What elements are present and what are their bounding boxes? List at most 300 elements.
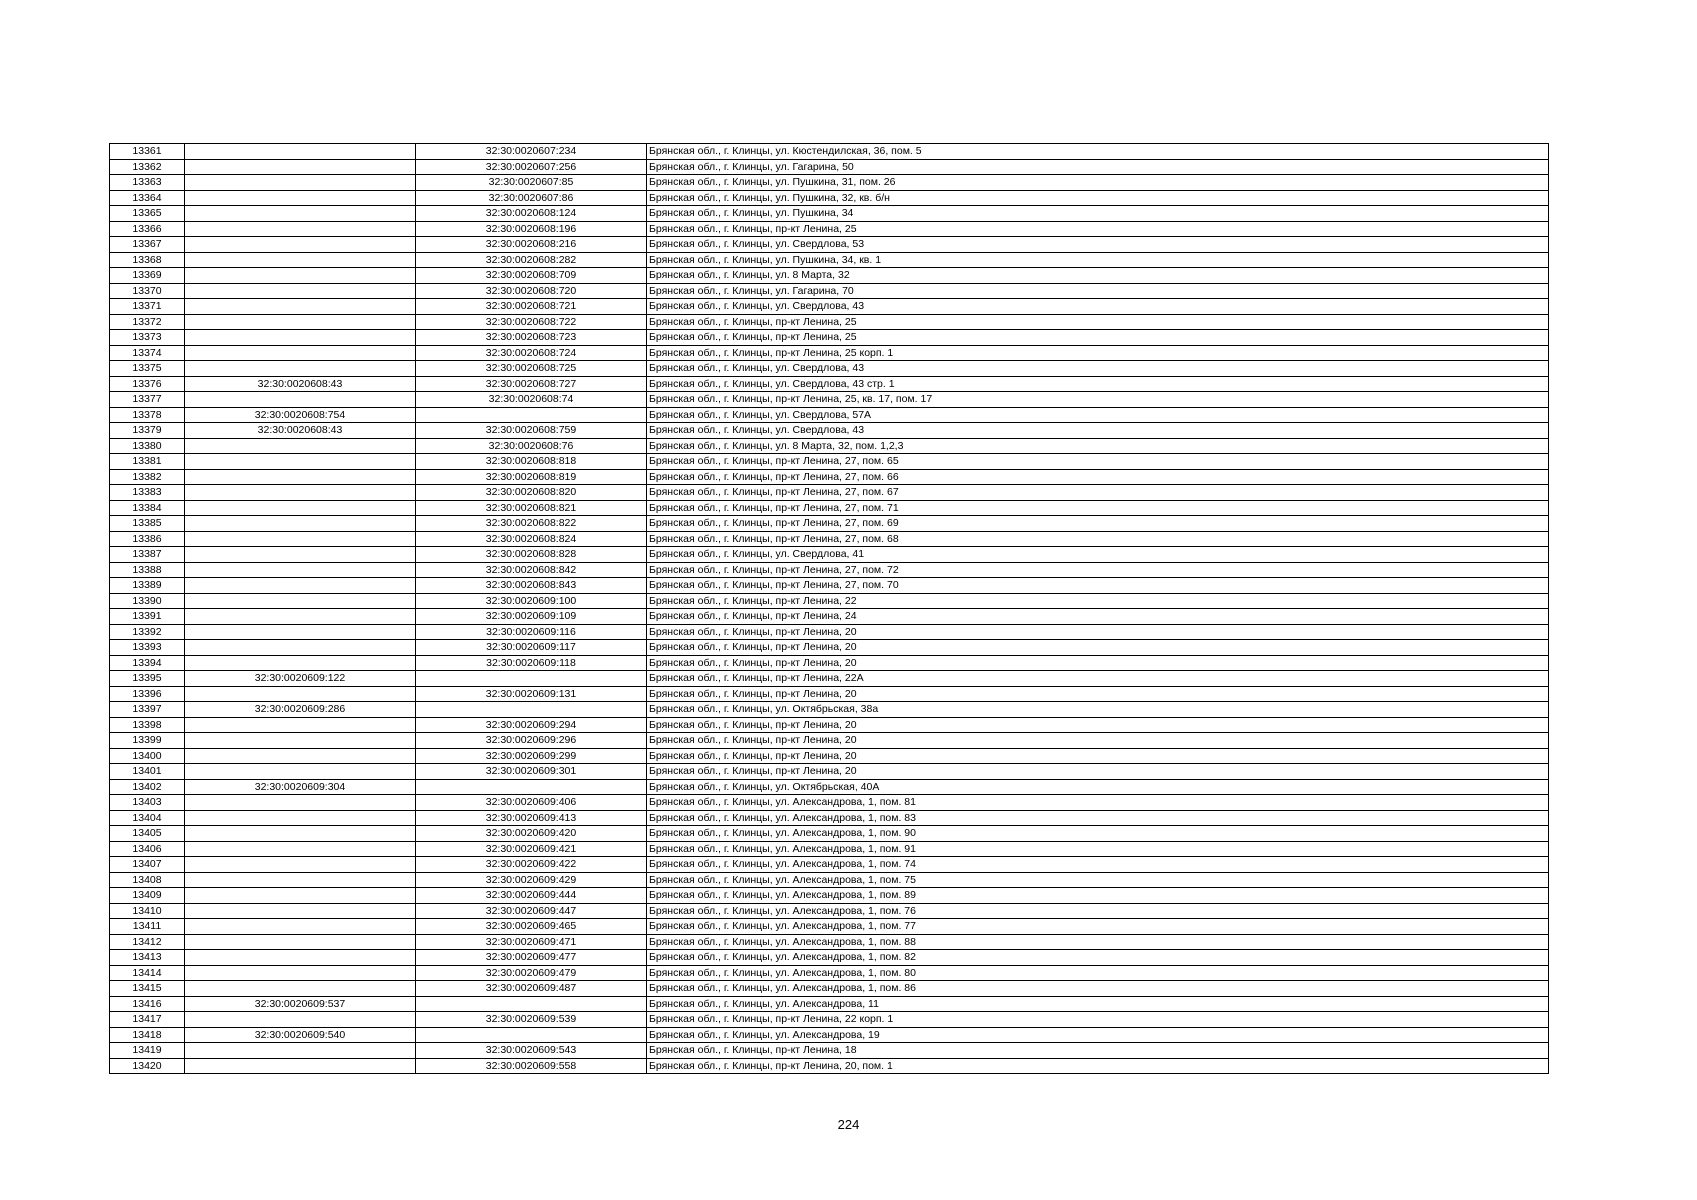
cadastral-number-cell: 32:30:0020607:234 (416, 144, 647, 160)
row-number-cell: 13386 (110, 531, 185, 547)
address-cell: Брянская обл., г. Клинцы, пр-кт Ленина, 22А (647, 671, 1549, 687)
row-number-cell: 13399 (110, 733, 185, 749)
row-number-cell: 13404 (110, 810, 185, 826)
address-cell: Брянская обл., г. Клинцы, ул. Кюстендилская, 36, пом. 5 (647, 144, 1549, 160)
parent-cadastral-cell (185, 686, 416, 702)
address-cell: Брянская обл., г. Клинцы, ул. Александрова, 1, пом. 80 (647, 965, 1549, 981)
cadastral-number-cell: 32:30:0020609:109 (416, 609, 647, 625)
row-number-cell: 13407 (110, 857, 185, 873)
table-row (110, 841, 1549, 857)
row-number-cell: 13392 (110, 624, 185, 640)
parent-cadastral-cell: 32:30:0020608:43 (185, 423, 416, 439)
row-number-cell: 13405 (110, 826, 185, 842)
cadastral-number-cell: 32:30:0020608:722 (416, 314, 647, 330)
parent-cadastral-cell (185, 1043, 416, 1059)
row-number-cell: 13388 (110, 562, 185, 578)
table-row (110, 190, 1549, 206)
cadastral-number-cell (416, 702, 647, 718)
address-cell: Брянская обл., г. Клинцы, ул. Александрова, 1, пом. 77 (647, 919, 1549, 935)
cadastral-number-cell: 32:30:0020609:558 (416, 1058, 647, 1074)
cadastral-number-cell: 32:30:0020609:420 (416, 826, 647, 842)
table-row (110, 934, 1549, 950)
row-number-cell: 13390 (110, 593, 185, 609)
cadastral-number-cell: 32:30:0020609:487 (416, 981, 647, 997)
parent-cadastral-cell: 32:30:0020609:286 (185, 702, 416, 718)
cadastral-number-cell: 32:30:0020609:447 (416, 903, 647, 919)
cadastral-number-cell: 32:30:0020608:818 (416, 454, 647, 470)
address-cell: Брянская обл., г. Клинцы, ул. Александрова, 1, пом. 75 (647, 872, 1549, 888)
row-number-cell: 13361 (110, 144, 185, 160)
parent-cadastral-cell (185, 314, 416, 330)
row-number-cell: 13394 (110, 655, 185, 671)
cadastral-number-cell (416, 407, 647, 423)
address-cell: Брянская обл., г. Клинцы, пр-кт Ленина, 20, пом. 1 (647, 1058, 1549, 1074)
row-number-cell: 13400 (110, 748, 185, 764)
address-cell: Брянская обл., г. Клинцы, ул. Александрова, 1, пом. 90 (647, 826, 1549, 842)
address-cell: Брянская обл., г. Клинцы, ул. Александрова, 1, пом. 83 (647, 810, 1549, 826)
row-number-cell: 13384 (110, 500, 185, 516)
address-cell: Брянская обл., г. Клинцы, ул. 8 Марта, 32 (647, 268, 1549, 284)
address-cell: Брянская обл., г. Клинцы, пр-кт Ленина, 27, пом. 65 (647, 454, 1549, 470)
row-number-cell: 13401 (110, 764, 185, 780)
parent-cadastral-cell (185, 330, 416, 346)
row-number-cell: 13419 (110, 1043, 185, 1059)
address-cell: Брянская обл., г. Клинцы, пр-кт Ленина, 27, пом. 66 (647, 469, 1549, 485)
table-row (110, 671, 1549, 687)
table-row (110, 1027, 1549, 1043)
address-cell: Брянская обл., г. Клинцы, пр-кт Ленина, 25 (647, 330, 1549, 346)
table-row (110, 624, 1549, 640)
table-row (110, 438, 1549, 454)
row-number-cell: 13418 (110, 1027, 185, 1043)
table-row (110, 516, 1549, 532)
cadastral-number-cell: 32:30:0020607:86 (416, 190, 647, 206)
parent-cadastral-cell (185, 733, 416, 749)
parent-cadastral-cell (185, 578, 416, 594)
row-number-cell: 13411 (110, 919, 185, 935)
parent-cadastral-cell (185, 547, 416, 563)
parent-cadastral-cell (185, 268, 416, 284)
cadastral-number-cell: 32:30:0020609:118 (416, 655, 647, 671)
cadastral-number-cell: 32:30:0020608:819 (416, 469, 647, 485)
row-number-cell: 13362 (110, 159, 185, 175)
parent-cadastral-cell (185, 159, 416, 175)
row-number-cell: 13416 (110, 996, 185, 1012)
address-cell: Брянская обл., г. Клинцы, ул. Октябрьская, 38а (647, 702, 1549, 718)
address-cell: Брянская обл., г. Клинцы, пр-кт Ленина, 27, пом. 67 (647, 485, 1549, 501)
row-number-cell: 13371 (110, 299, 185, 315)
address-cell: Брянская обл., г. Клинцы, пр-кт Ленина, 25 (647, 221, 1549, 237)
parent-cadastral-cell (185, 841, 416, 857)
parent-cadastral-cell (185, 919, 416, 935)
table-row (110, 996, 1549, 1012)
row-number-cell: 13402 (110, 779, 185, 795)
address-cell: Брянская обл., г. Клинцы, пр-кт Ленина, 25, кв. 17, пом. 17 (647, 392, 1549, 408)
address-cell: Брянская обл., г. Клинцы, пр-кт Ленина, 22 (647, 593, 1549, 609)
row-number-cell: 13378 (110, 407, 185, 423)
parent-cadastral-cell (185, 438, 416, 454)
table-row (110, 733, 1549, 749)
address-cell: Брянская обл., г. Клинцы, ул. Гагарина, 70 (647, 283, 1549, 299)
parent-cadastral-cell (185, 609, 416, 625)
cadastral-number-cell: 32:30:0020608:76 (416, 438, 647, 454)
table-row (110, 299, 1549, 315)
parent-cadastral-cell (185, 237, 416, 253)
parent-cadastral-cell (185, 795, 416, 811)
row-number-cell: 13391 (110, 609, 185, 625)
parent-cadastral-cell (185, 810, 416, 826)
row-number-cell: 13395 (110, 671, 185, 687)
registry-table-body (110, 144, 1549, 1074)
address-cell: Брянская обл., г. Клинцы, ул. Александрова, 1, пом. 74 (647, 857, 1549, 873)
address-cell: Брянская обл., г. Клинцы, пр-кт Ленина, 18 (647, 1043, 1549, 1059)
row-number-cell: 13410 (110, 903, 185, 919)
parent-cadastral-cell: 32:30:0020608:754 (185, 407, 416, 423)
parent-cadastral-cell (185, 640, 416, 656)
cadastral-number-cell: 32:30:0020609:296 (416, 733, 647, 749)
table-row (110, 500, 1549, 516)
parent-cadastral-cell (185, 175, 416, 191)
table-row (110, 268, 1549, 284)
parent-cadastral-cell: 32:30:0020609:304 (185, 779, 416, 795)
cadastral-number-cell: 32:30:0020608:124 (416, 206, 647, 222)
table-row (110, 578, 1549, 594)
parent-cadastral-cell (185, 655, 416, 671)
row-number-cell: 13379 (110, 423, 185, 439)
parent-cadastral-cell (185, 531, 416, 547)
table-row (110, 144, 1549, 160)
address-cell: Брянская обл., г. Клинцы, ул. Свердлова, 43 (647, 423, 1549, 439)
table-row (110, 826, 1549, 842)
parent-cadastral-cell (185, 903, 416, 919)
row-number-cell: 13369 (110, 268, 185, 284)
row-number-cell: 13381 (110, 454, 185, 470)
row-number-cell: 13409 (110, 888, 185, 904)
parent-cadastral-cell (185, 950, 416, 966)
parent-cadastral-cell (185, 888, 416, 904)
address-cell: Брянская обл., г. Клинцы, ул. Свердлова, 57А (647, 407, 1549, 423)
address-cell: Брянская обл., г. Клинцы, пр-кт Ленина, 24 (647, 609, 1549, 625)
cadastral-number-cell: 32:30:0020609:100 (416, 593, 647, 609)
parent-cadastral-cell: 32:30:0020609:537 (185, 996, 416, 1012)
cadastral-number-cell: 32:30:0020609:294 (416, 717, 647, 733)
cadastral-number-cell: 32:30:0020608:724 (416, 345, 647, 361)
cadastral-number-cell: 32:30:0020608:727 (416, 376, 647, 392)
table-row (110, 252, 1549, 268)
address-cell: Брянская обл., г. Клинцы, пр-кт Ленина, 20 (647, 717, 1549, 733)
cadastral-number-cell: 32:30:0020608:843 (416, 578, 647, 594)
cadastral-number-cell: 32:30:0020608:709 (416, 268, 647, 284)
table-row (110, 950, 1549, 966)
address-cell: Брянская обл., г. Клинцы, ул. Александрова, 19 (647, 1027, 1549, 1043)
table-row (110, 376, 1549, 392)
row-number-cell: 13368 (110, 252, 185, 268)
parent-cadastral-cell (185, 221, 416, 237)
parent-cadastral-cell (185, 826, 416, 842)
table-row (110, 159, 1549, 175)
cadastral-number-cell: 32:30:0020609:539 (416, 1012, 647, 1028)
cadastral-number-cell: 32:30:0020609:477 (416, 950, 647, 966)
address-cell: Брянская обл., г. Клинцы, ул. Пушкина, 32, кв. б/н (647, 190, 1549, 206)
address-cell: Брянская обл., г. Клинцы, пр-кт Ленина, 25 корп. 1 (647, 345, 1549, 361)
cadastral-number-cell: 32:30:0020609:421 (416, 841, 647, 857)
row-number-cell: 13380 (110, 438, 185, 454)
address-cell: Брянская обл., г. Клинцы, ул. Александрова, 1, пом. 82 (647, 950, 1549, 966)
address-cell: Брянская обл., г. Клинцы, пр-кт Ленина, 27, пом. 70 (647, 578, 1549, 594)
table-row (110, 547, 1549, 563)
table-row (110, 1012, 1549, 1028)
cadastral-number-cell: 32:30:0020608:723 (416, 330, 647, 346)
table-row (110, 717, 1549, 733)
address-cell: Брянская обл., г. Клинцы, ул. Пушкина, 31, пом. 26 (647, 175, 1549, 191)
cadastral-number-cell: 32:30:0020609:444 (416, 888, 647, 904)
parent-cadastral-cell (185, 593, 416, 609)
cadastral-number-cell: 32:30:0020609:471 (416, 934, 647, 950)
row-number-cell: 13385 (110, 516, 185, 532)
cadastral-number-cell: 32:30:0020607:85 (416, 175, 647, 191)
table-row (110, 221, 1549, 237)
table-row (110, 392, 1549, 408)
registry-table-container (109, 143, 1548, 1074)
cadastral-number-cell: 32:30:0020608:828 (416, 547, 647, 563)
table-row (110, 206, 1549, 222)
cadastral-number-cell: 32:30:0020609:406 (416, 795, 647, 811)
cadastral-number-cell: 32:30:0020608:216 (416, 237, 647, 253)
row-number-cell: 13415 (110, 981, 185, 997)
table-row (110, 593, 1549, 609)
parent-cadastral-cell (185, 252, 416, 268)
cadastral-number-cell (416, 671, 647, 687)
table-row (110, 175, 1549, 191)
address-cell: Брянская обл., г. Клинцы, ул. Пушкина, 34 (647, 206, 1549, 222)
row-number-cell: 13408 (110, 872, 185, 888)
table-row (110, 407, 1549, 423)
row-number-cell: 13363 (110, 175, 185, 191)
row-number-cell: 13376 (110, 376, 185, 392)
table-row (110, 857, 1549, 873)
cadastral-number-cell: 32:30:0020608:822 (416, 516, 647, 532)
address-cell: Брянская обл., г. Клинцы, пр-кт Ленина, 20 (647, 640, 1549, 656)
address-cell: Брянская обл., г. Клинцы, пр-кт Ленина, 20 (647, 655, 1549, 671)
table-row (110, 903, 1549, 919)
parent-cadastral-cell: 32:30:0020608:43 (185, 376, 416, 392)
address-cell: Брянская обл., г. Клинцы, ул. Гагарина, 50 (647, 159, 1549, 175)
cadastral-number-cell: 32:30:0020609:465 (416, 919, 647, 935)
row-number-cell: 13375 (110, 361, 185, 377)
parent-cadastral-cell: 32:30:0020609:540 (185, 1027, 416, 1043)
row-number-cell: 13406 (110, 841, 185, 857)
table-row (110, 748, 1549, 764)
address-cell: Брянская обл., г. Клинцы, пр-кт Ленина, 20 (647, 624, 1549, 640)
table-row (110, 469, 1549, 485)
parent-cadastral-cell (185, 1058, 416, 1074)
address-cell: Брянская обл., г. Клинцы, пр-кт Ленина, 27, пом. 71 (647, 500, 1549, 516)
table-row (110, 640, 1549, 656)
address-cell: Брянская обл., г. Клинцы, ул. Александрова, 1, пом. 89 (647, 888, 1549, 904)
table-row (110, 919, 1549, 935)
table-row (110, 1043, 1549, 1059)
row-number-cell: 13420 (110, 1058, 185, 1074)
address-cell: Брянская обл., г. Клинцы, ул. Александрова, 1, пом. 86 (647, 981, 1549, 997)
parent-cadastral-cell (185, 454, 416, 470)
registry-table (109, 143, 1549, 1074)
parent-cadastral-cell (185, 361, 416, 377)
table-row (110, 888, 1549, 904)
parent-cadastral-cell (185, 206, 416, 222)
table-row (110, 764, 1549, 780)
row-number-cell: 13393 (110, 640, 185, 656)
row-number-cell: 13412 (110, 934, 185, 950)
parent-cadastral-cell (185, 392, 416, 408)
cadastral-number-cell: 32:30:0020608:196 (416, 221, 647, 237)
parent-cadastral-cell (185, 981, 416, 997)
table-row (110, 609, 1549, 625)
row-number-cell: 13387 (110, 547, 185, 563)
table-row (110, 314, 1549, 330)
parent-cadastral-cell (185, 299, 416, 315)
address-cell: Брянская обл., г. Клинцы, пр-кт Ленина, 20 (647, 748, 1549, 764)
address-cell: Брянская обл., г. Клинцы, пр-кт Ленина, 27, пом. 72 (647, 562, 1549, 578)
cadastral-number-cell: 32:30:0020609:479 (416, 965, 647, 981)
cadastral-number-cell: 32:30:0020608:721 (416, 299, 647, 315)
table-row (110, 361, 1549, 377)
cadastral-number-cell: 32:30:0020609:116 (416, 624, 647, 640)
table-row (110, 531, 1549, 547)
parent-cadastral-cell (185, 965, 416, 981)
row-number-cell: 13365 (110, 206, 185, 222)
table-row (110, 330, 1549, 346)
parent-cadastral-cell (185, 500, 416, 516)
address-cell: Брянская обл., г. Клинцы, ул. Александрова, 1, пом. 76 (647, 903, 1549, 919)
address-cell: Брянская обл., г. Клинцы, ул. Октябрьская, 40А (647, 779, 1549, 795)
address-cell: Брянская обл., г. Клинцы, ул. Свердлова, 41 (647, 547, 1549, 563)
table-row (110, 872, 1549, 888)
cadastral-number-cell: 32:30:0020609:422 (416, 857, 647, 873)
cadastral-number-cell (416, 996, 647, 1012)
parent-cadastral-cell (185, 857, 416, 873)
row-number-cell: 13397 (110, 702, 185, 718)
table-row (110, 1058, 1549, 1074)
row-number-cell: 13370 (110, 283, 185, 299)
parent-cadastral-cell (185, 469, 416, 485)
parent-cadastral-cell (185, 190, 416, 206)
cadastral-number-cell: 32:30:0020608:759 (416, 423, 647, 439)
table-row (110, 655, 1549, 671)
row-number-cell: 13374 (110, 345, 185, 361)
address-cell: Брянская обл., г. Клинцы, ул. Александрова, 11 (647, 996, 1549, 1012)
table-row (110, 423, 1549, 439)
address-cell: Брянская обл., г. Клинцы, ул. Александрова, 1, пом. 91 (647, 841, 1549, 857)
address-cell: Брянская обл., г. Клинцы, ул. Свердлова, 53 (647, 237, 1549, 253)
row-number-cell: 13377 (110, 392, 185, 408)
table-row (110, 702, 1549, 718)
parent-cadastral-cell (185, 345, 416, 361)
row-number-cell: 13372 (110, 314, 185, 330)
address-cell: Брянская обл., г. Клинцы, пр-кт Ленина, 22 корп. 1 (647, 1012, 1549, 1028)
parent-cadastral-cell (185, 1012, 416, 1028)
row-number-cell: 13364 (110, 190, 185, 206)
cadastral-number-cell (416, 1027, 647, 1043)
table-row (110, 485, 1549, 501)
cadastral-number-cell: 32:30:0020609:543 (416, 1043, 647, 1059)
table-row (110, 237, 1549, 253)
address-cell: Брянская обл., г. Клинцы, ул. Свердлова, 43 стр. 1 (647, 376, 1549, 392)
parent-cadastral-cell (185, 485, 416, 501)
address-cell: Брянская обл., г. Клинцы, пр-кт Ленина, 27, пом. 68 (647, 531, 1549, 547)
cadastral-number-cell: 32:30:0020608:824 (416, 531, 647, 547)
row-number-cell: 13382 (110, 469, 185, 485)
cadastral-number-cell: 32:30:0020608:725 (416, 361, 647, 377)
cadastral-number-cell: 32:30:0020609:117 (416, 640, 647, 656)
table-row (110, 981, 1549, 997)
row-number-cell: 13383 (110, 485, 185, 501)
row-number-cell: 13389 (110, 578, 185, 594)
parent-cadastral-cell (185, 144, 416, 160)
row-number-cell: 13413 (110, 950, 185, 966)
page-number: 224 (837, 1117, 860, 1132)
parent-cadastral-cell (185, 717, 416, 733)
address-cell: Брянская обл., г. Клинцы, пр-кт Ленина, 20 (647, 764, 1549, 780)
table-row (110, 795, 1549, 811)
address-cell: Брянская обл., г. Клинцы, ул. Свердлова, 43 (647, 361, 1549, 377)
cadastral-number-cell: 32:30:0020608:842 (416, 562, 647, 578)
address-cell: Брянская обл., г. Клинцы, ул. Александрова, 1, пом. 81 (647, 795, 1549, 811)
row-number-cell: 13414 (110, 965, 185, 981)
cadastral-number-cell: 32:30:0020609:299 (416, 748, 647, 764)
row-number-cell: 13403 (110, 795, 185, 811)
address-cell: Брянская обл., г. Клинцы, ул. Пушкина, 34, кв. 1 (647, 252, 1549, 268)
row-number-cell: 13396 (110, 686, 185, 702)
address-cell: Брянская обл., г. Клинцы, ул. Свердлова, 43 (647, 299, 1549, 315)
parent-cadastral-cell (185, 516, 416, 532)
cadastral-number-cell: 32:30:0020608:74 (416, 392, 647, 408)
table-row (110, 686, 1549, 702)
table-row (110, 965, 1549, 981)
parent-cadastral-cell (185, 748, 416, 764)
parent-cadastral-cell (185, 764, 416, 780)
cadastral-number-cell: 32:30:0020609:301 (416, 764, 647, 780)
cadastral-number-cell: 32:30:0020608:820 (416, 485, 647, 501)
address-cell: Брянская обл., г. Клинцы, ул. 8 Марта, 32, пом. 1,2,3 (647, 438, 1549, 454)
cadastral-number-cell: 32:30:0020609:413 (416, 810, 647, 826)
parent-cadastral-cell: 32:30:0020609:122 (185, 671, 416, 687)
cadastral-number-cell: 32:30:0020609:131 (416, 686, 647, 702)
cadastral-number-cell: 32:30:0020608:282 (416, 252, 647, 268)
cadastral-number-cell: 32:30:0020608:720 (416, 283, 647, 299)
row-number-cell: 13398 (110, 717, 185, 733)
parent-cadastral-cell (185, 872, 416, 888)
parent-cadastral-cell (185, 283, 416, 299)
address-cell: Брянская обл., г. Клинцы, пр-кт Ленина, 20 (647, 733, 1549, 749)
cadastral-number-cell: 32:30:0020609:429 (416, 872, 647, 888)
table-row (110, 454, 1549, 470)
row-number-cell: 13367 (110, 237, 185, 253)
parent-cadastral-cell (185, 562, 416, 578)
row-number-cell: 13373 (110, 330, 185, 346)
parent-cadastral-cell (185, 934, 416, 950)
address-cell: Брянская обл., г. Клинцы, ул. Александрова, 1, пом. 88 (647, 934, 1549, 950)
row-number-cell: 13366 (110, 221, 185, 237)
parent-cadastral-cell (185, 624, 416, 640)
table-row (110, 345, 1549, 361)
row-number-cell: 13417 (110, 1012, 185, 1028)
table-row (110, 810, 1549, 826)
table-row (110, 283, 1549, 299)
address-cell: Брянская обл., г. Клинцы, пр-кт Ленина, 25 (647, 314, 1549, 330)
address-cell: Брянская обл., г. Клинцы, пр-кт Ленина, 27, пом. 69 (647, 516, 1549, 532)
cadastral-number-cell (416, 779, 647, 795)
address-cell: Брянская обл., г. Клинцы, пр-кт Ленина, 20 (647, 686, 1549, 702)
